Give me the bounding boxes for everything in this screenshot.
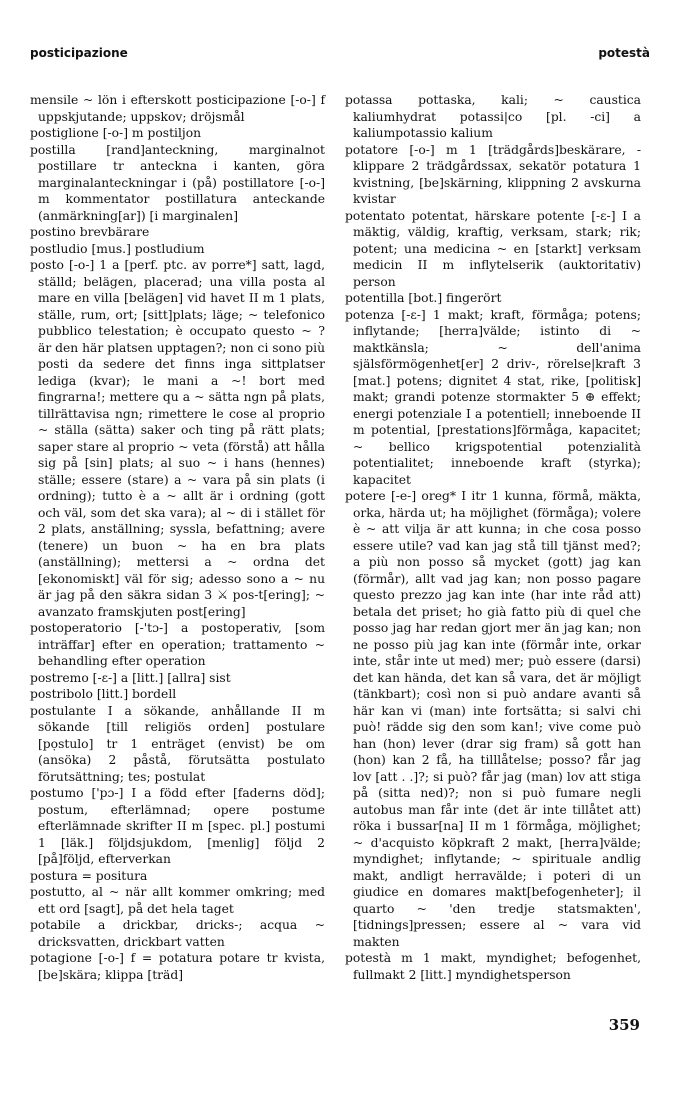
dictionary-entry: postribolo [litt.] bordell xyxy=(30,687,177,701)
dictionary-entry: postiglione [-o-] m postiljon xyxy=(30,126,202,140)
dictionary-entry: potestà m 1 makt, myndighet; befogenhet, fullmakt 2 [litt.] myndighetsperson xyxy=(345,951,641,982)
dictionary-entry: potagione [-o-] f = potatura potare tr kvista, [be]skära; klippa [träd] xyxy=(30,951,325,982)
dictionary-entry: postulante I a sökande, anhållande II m sökande [till religiös orden] postulare [pọstulo] tr 1 enträget (envist) be om (ansöka) 2 påstå, förutsätta postulato förutsättning; tes; postulat xyxy=(30,703,325,784)
dictionary-entry: postutto, al ~ när allt kommer omkring; med ett ord [sagt], på det hela taget xyxy=(30,885,325,916)
left-column xyxy=(30,92,325,982)
dictionary-entry: potabile a drickbar, dricks-; acqua ~ dricksvatten, drickbart vatten xyxy=(30,918,325,949)
running-header xyxy=(30,46,650,66)
dictionary-entry: potenza [-ɛ-] 1 makt; kraft, förmåga; potens; inflytande; [herra]välde; istinto di ~ maktkänsla; ~ dell'anima själsförmögenhet[er] 2 driv-, rörelse|kraft 3 [mat.] potens; dignitet 4 stat, rike, [politisk] makt; grandi potenze stormakter 5 ⊕ effekt; energi potenziale I a potentiell; inneboende II m potential, [prestations]förmåga, kapacitet; ~ bellico krigspotential potenzialità potentialitet; inneboende kraft (styrka); kapacitet xyxy=(345,307,641,487)
dictionary-entry: postino brevbärare xyxy=(30,225,150,239)
dictionary-entry: postumo ['pɔ-] I a född efter [faderns död]; postum, efterlämnad; opere postume efterlämnade skrifter II m [spec. pl.] postumi 1 [läk.] följdsjukdom, [menlig] följd 2 [på]följd, efterverkan xyxy=(30,786,325,866)
dictionary-entry: postremo [-ɛ-] a [litt.] [allra] sist xyxy=(30,670,231,685)
dictionary-entry: postludio [mus.] postludium xyxy=(30,241,205,256)
left-guide-word: posticipazione xyxy=(30,46,128,60)
dictionary-entry: postilla [rand]anteckning, marginalnot postillare tr anteckna i kanten, göra marginalanteckningar i (på) postillatore [-o-] m kommentator postillatura anteckande (anmärkning[ar]) [i marginalen] xyxy=(30,142,325,223)
right-column xyxy=(345,92,641,982)
dictionary-entry: postura = positura xyxy=(30,868,148,883)
page-number: 359 xyxy=(608,1016,640,1034)
dictionary-entry: potassa pottaska, kali; ~ caustica kaliumhydrat potassi|co [pl. -ci] a kaliumpotassio kalium xyxy=(345,93,641,140)
dictionary-entry: potentato potentat, härskare potente [-ɛ-] I a mäktig, väldig, kraftig, verksam, stark; rik; potent; una medicina ~ en [starkt] verksam medicin II m inflytelserik (auktoritativ) person xyxy=(345,208,641,289)
dictionary-entry: potatore [-o-] m 1 [trädgårds]beskärare, -klippare 2 trädgårdssax, sekatör potatura 1 kvistning, [be]skärning, klippning 2 avskurna kvistar xyxy=(345,142,641,206)
dictionary-entry: potere [-e-] oreg* I itr 1 kunna, förmå, mäkta, orka, härda ut; ha möjlighet (förmåga); volere è ~ att vilja är att kunna; in che cosa posso essere utile? vad kan jag stå till tjänst med?; a più non posso så mycket (gott) jag kan (förmår), allt vad jag kan; non posso pagare questo prezzo jag kan inte (har inte råd att) betala det priset; ho già fatto più di quel che posso jag har redan gjort mer än jag kan; non ne posso più jag kan inte (förmår inte, orkar inte, står inte ut med) mer; può essere (darsi) det kan hända, det kan så vara, det är möjligt (tänkbart); così non si può andare avanti så här kan vi (man) inte fortsätta; si salvi chi può! rädde sig den som kan!; vive come può han (hon) lever (drar sig fram) så gott han (hon) kan 2 få, ha tilllåtelse; posso? får jag lov [att . .]?; si può? får jag (man) lov att stiga på (sitta ned)?; non si può fumare negli autobus man får inte (det är inte tillåtet att) röka i bussar[na] II m 1 förmåga, möjlighet; ~ d'acquisto köpkraft 2 makt, [herra]välde; myndighet; inflytande; ~ spirituale andlig makt, andligt herravälde; i poteri di un giudice en domares makt[befogenheter]; il quarto ~ 'den tredje statsmakten', [tidnings]pressen; essere al ~ vara vid makten xyxy=(345,489,641,949)
dictionary-entry: posto [-o-] 1 a [perf. ptc. av porre*] satt, lagd, ställd; belägen, placerad; una villa posta al mare en villa [belägen] vid havet II m 1 plats, ställe, rum, ort; [sitt]plats; läge; ~ telefonico pubblico telestation; è occupato questo ~ ? är den här platsen upptagen?; non ci sono più posti da sedere det finns inga sittplatser lediga (kvar); le mani a ~! bort med fingrarna!; mettere qu a ~ sätta ngn på plats, tillrättavisa ngn; rimettere le cose al proprio ~ ställa (sätta) saker och ting på rätt plats; saper stare al proprio ~ veta (förstå) att hålla sig på [sin] plats; al suo ~ i hans (hennes) ställe; essere (stare) a ~ vara på sin plats (i ordning); tutto è a ~ allt är i ordning (gott och väl, som det ska vara); al ~ di i stället för 2 plats, anställning; syssla, befattning; avere (tenere) un buon ~ ha en bra plats (anställning); mettersi a ~ ordna det [ekonomiskt] väl för sig; adesso sono a ~ nu är jag på den säkra sidan 3 ⚔ pos-t[ering]; ~ avanzato framskjuten post[ering] xyxy=(30,258,325,619)
right-guide-word: potestà xyxy=(598,46,650,60)
dictionary-entry: mensile ~ lön i efterskott posticipazione [-o-] f uppskjutande; uppskov; dröjsmål xyxy=(30,93,325,124)
dictionary-entry: postoperatorio [-'tɔ-] a postoperativ, [som inträffar] efter en operation; trattamento ~ behandling efter operation xyxy=(30,621,325,668)
dictionary-entry: potentilla [bot.] fingerört xyxy=(345,291,502,305)
